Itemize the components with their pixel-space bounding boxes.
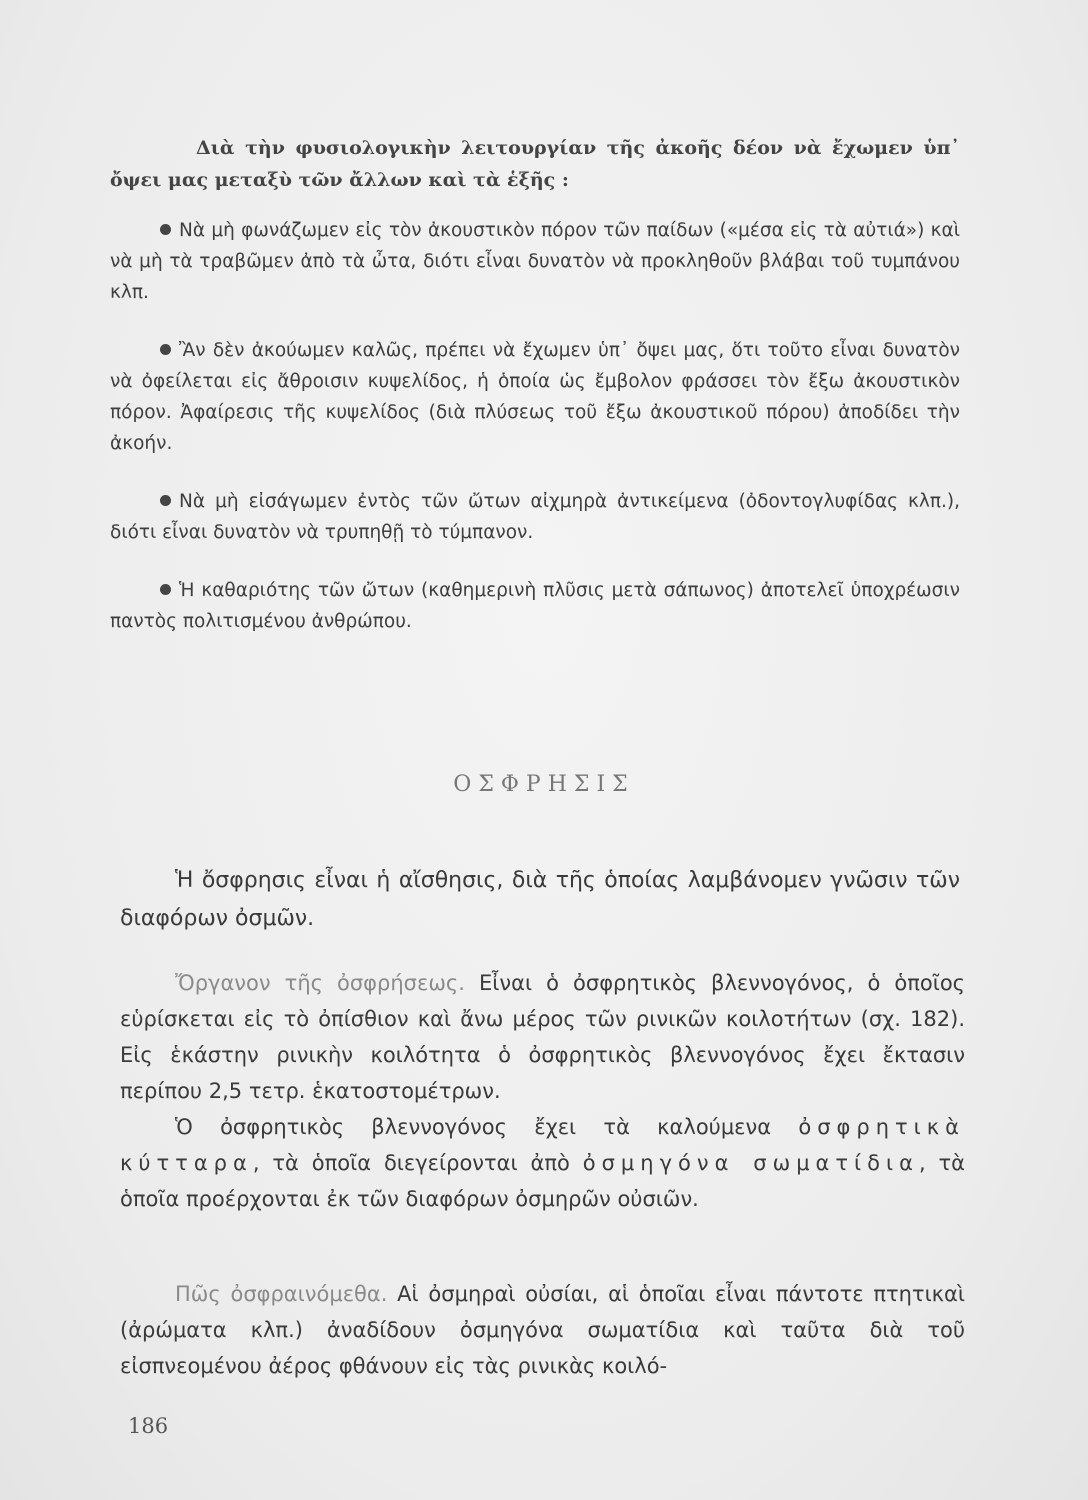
- bullet-item: [110, 215, 960, 308]
- organ-heading: Ὄργανον τῆς ὀσφρήσεως.: [175, 971, 465, 995]
- bullet-item: [110, 335, 960, 459]
- smell-text: Αἱ ὀσμηραὶ οὐσίαι, αἱ ὁποῖαι εἶναι πάντοτε πτητικαὶ (ἀρώματα κλπ.) ἀναδίδουν ὀσμηγόνα σωματίδια καὶ ταῦτα διὰ τοῦ εἰσπνεομένου ἀέρος φθάνουν εἰς τὰς ρινικὰς κοιλό-: [120, 1282, 966, 1378]
- bullet-item: [110, 486, 960, 548]
- smell-section: [120, 1276, 965, 1384]
- bullet-text: Ἂν δὲν ἀκούωμεν καλῶς, πρέπει νὰ ἔχωμεν ὑπ᾽ ὄψει μας, ὅτι τοῦτο εἶναι δυνατὸν νὰ ὀφείλεται εἰς ἄθροισιν κυψελίδος, ἡ ὁποία ὡς ἔμβολον φράσσει τὸν ἔξω ἀκουστικὸν πόρον. Ἀφαίρεσις τῆς κυψελίδος (διὰ πλύσεως τοῦ ἔξω ἀκουστικοῦ πόρου) ἀποδίδει τὴν ἀκοήν.: [110, 340, 960, 454]
- term-olfactory-cells: ὀσφρητικὰ κύτταρα: [120, 1115, 965, 1175]
- smell-paragraph: [120, 1276, 965, 1384]
- term-odorant-particles: ὀσμηγόνα σωματίδια: [582, 1151, 919, 1175]
- bullet-icon: [160, 344, 171, 355]
- organ-section: [120, 965, 965, 1217]
- intro-paragraph: Διὰ τὴν φυσιολογικὴν λειτουργίαν τῆς ἀκοῆς δέον νὰ ἔχωμεν ὑπ᾽ ὄψει μας μεταξὺ τῶν ἄλλων καὶ τὰ ἑξῆς :: [110, 137, 960, 191]
- bullet-icon: [160, 224, 171, 235]
- organ-p2-text: , τὰ ὁποῖα προέρχονται ἐκ τῶν διαφόρων ὀσμηρῶν οὐσιῶν.: [120, 1151, 965, 1211]
- smell-heading: Πῶς ὀσφραινόμεθα.: [175, 1282, 388, 1306]
- organ-p2-text: , τὰ ὁποῖα διεγείρονται ἀπὸ: [252, 1151, 583, 1175]
- bullet-text: Νὰ μὴ εἰσάγωμεν ἐντὸς τῶν ὤτων αἰχμηρὰ ἀντικείμενα (ὀδοντογλυφίδας κλπ.), διότι εἶναι δυνατὸν νὰ τρυπηθῇ τὸ τύμπανον.: [110, 491, 960, 543]
- bullet-text: Νὰ μὴ φωνάζωμεν εἰς τὸν ἀκουστικὸν πόρον τῶν παίδων («μέσα εἰς τὰ αὐτιά») καὶ νὰ μὴ τὰ τραβῶμεν ἀπὸ τὰ ὦτα, διότι εἶναι δυνατὸν νὰ προκληθοῦν βλάβαι τοῦ τυμπάνου κλπ.: [110, 220, 960, 303]
- definition-paragraph: Ἡ ὄσφρησις εἶναι ἡ αἴσθησις, διὰ τῆς ὁποίας λαμβάνομεν γνῶσιν τῶν διαφόρων ὀσμῶν.: [120, 868, 960, 931]
- bullet-item: [110, 575, 960, 637]
- bullet-list: [110, 215, 960, 664]
- bullet-icon: [160, 495, 171, 506]
- organ-text: Εἶναι ὁ ὀσφρητικὸς βλεννογόνος, ὁ ὁποῖος εὑρίσκεται εἰς τὸ ὀπίσθιον καὶ ἄνω μέρος τῶν ρινικῶν κοιλοτήτων (σχ. 182). Εἰς ἑκάστην ρινικὴν κοιλότητα ὁ ὀσφρητικὸς βλεννογόνος ἔχει ἔκτασιν περίπου 2,5 τετρ. ἑκατοστομέτρων.: [120, 971, 965, 1103]
- section-title: ΟΣΦΡΗΣΙΣ: [453, 772, 635, 797]
- bullet-icon: [160, 584, 171, 595]
- organ-paragraph-2: [120, 1109, 965, 1217]
- organ-paragraph: [120, 965, 965, 1109]
- organ-p2-text: Ὁ ὀσφρητικὸς βλεννογόνος ἔχει τὰ καλούμενα: [175, 1115, 799, 1139]
- page-number: 186: [128, 1414, 169, 1438]
- bullet-text: Ἡ καθαριότης τῶν ὤτων (καθημερινὴ πλῦσις μετὰ σάπωνος) ἀποτελεῖ ὑποχρέωσιν παντὸς πολιτισμένου ἀνθρώπου.: [110, 580, 960, 632]
